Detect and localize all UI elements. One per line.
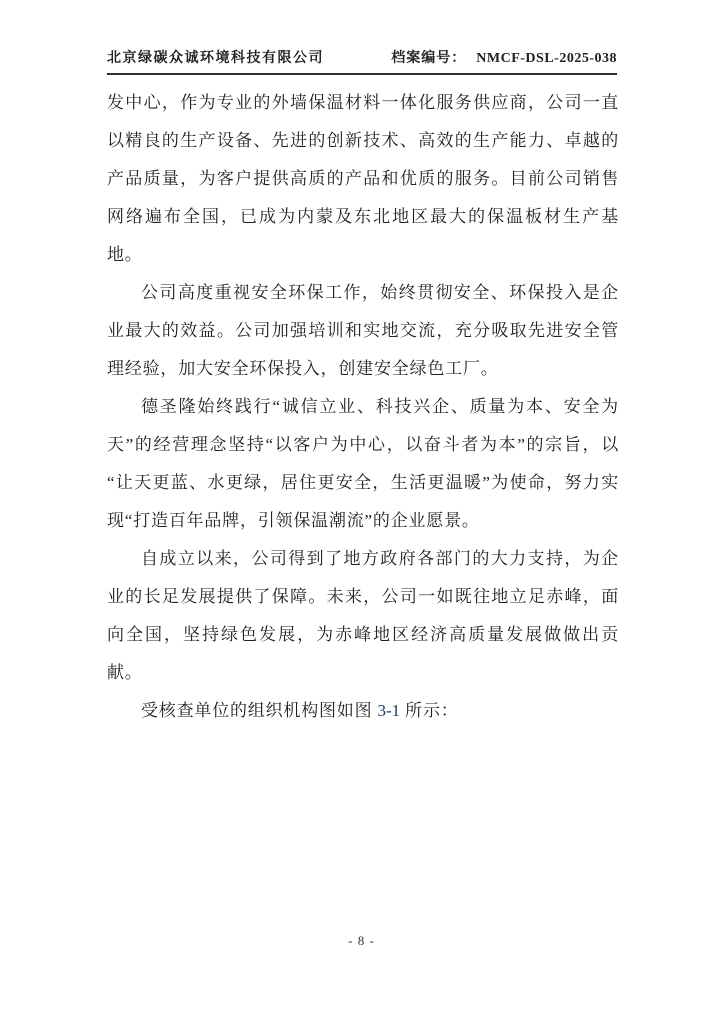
paragraph-company-intro-continued: 发中心，作为专业的外墙保温材料一体化服务供应商，公司一直以精良的生产设备、先进的创新技术、高效的生产能力、卓越的产品质量，为客户提供高质的产品和优质的服务。目前公司销售网络遍布全国，已成为内蒙及东北地区最大的保温板材生产基地。: [107, 93, 619, 264]
paragraph-safety-environment: 公司高度重视安全环保工作，始终贯彻安全、环保投入是企业最大的效益。公司加强培训和实地交流，充分吸取先进安全管理经验，加大安全环保投入，创建安全绿色工厂。: [107, 283, 619, 378]
header-company-name: 北京绿碳众诚环境科技有限公司: [107, 51, 324, 66]
figure-ref-prefix: 受核查单位的组织机构图如图: [141, 701, 378, 720]
paragraph-company-philosophy: 德圣隆始终践行“诚信立业、科技兴企、质量为本、安全为天”的经营理念坚持“以客户为中心，以奋斗者为本”的宗旨，以“让天更蓝、水更绿，居住更安全，生活更温暖”为使命，努力实现“打造百年品牌，引领保温潮流”的企业愿景。: [107, 397, 619, 530]
figure-reference-paragraph: [107, 692, 619, 730]
archive-number-label: 档案编号：: [391, 51, 467, 66]
page-footer: [0, 933, 723, 949]
figure-ref-suffix: 所示：: [400, 701, 459, 720]
paragraph-government-support: 自成立以来，公司得到了地方政府各部门的大力支持，为企业的长足发展提供了保障。未来，公司一如既往地立足赤峰，面向全国，坚持绿色发展，为赤峰地区经济高质量发展做做出贡献。: [107, 549, 619, 682]
page-number: - 8 -: [348, 933, 375, 948]
header-archive-number: [391, 47, 617, 67]
document-body: [107, 84, 619, 730]
page-header: [107, 47, 617, 75]
archive-number-value: NMCF-DSL-2025-038: [476, 51, 617, 66]
figure-ref-label: 3-1: [377, 701, 401, 720]
